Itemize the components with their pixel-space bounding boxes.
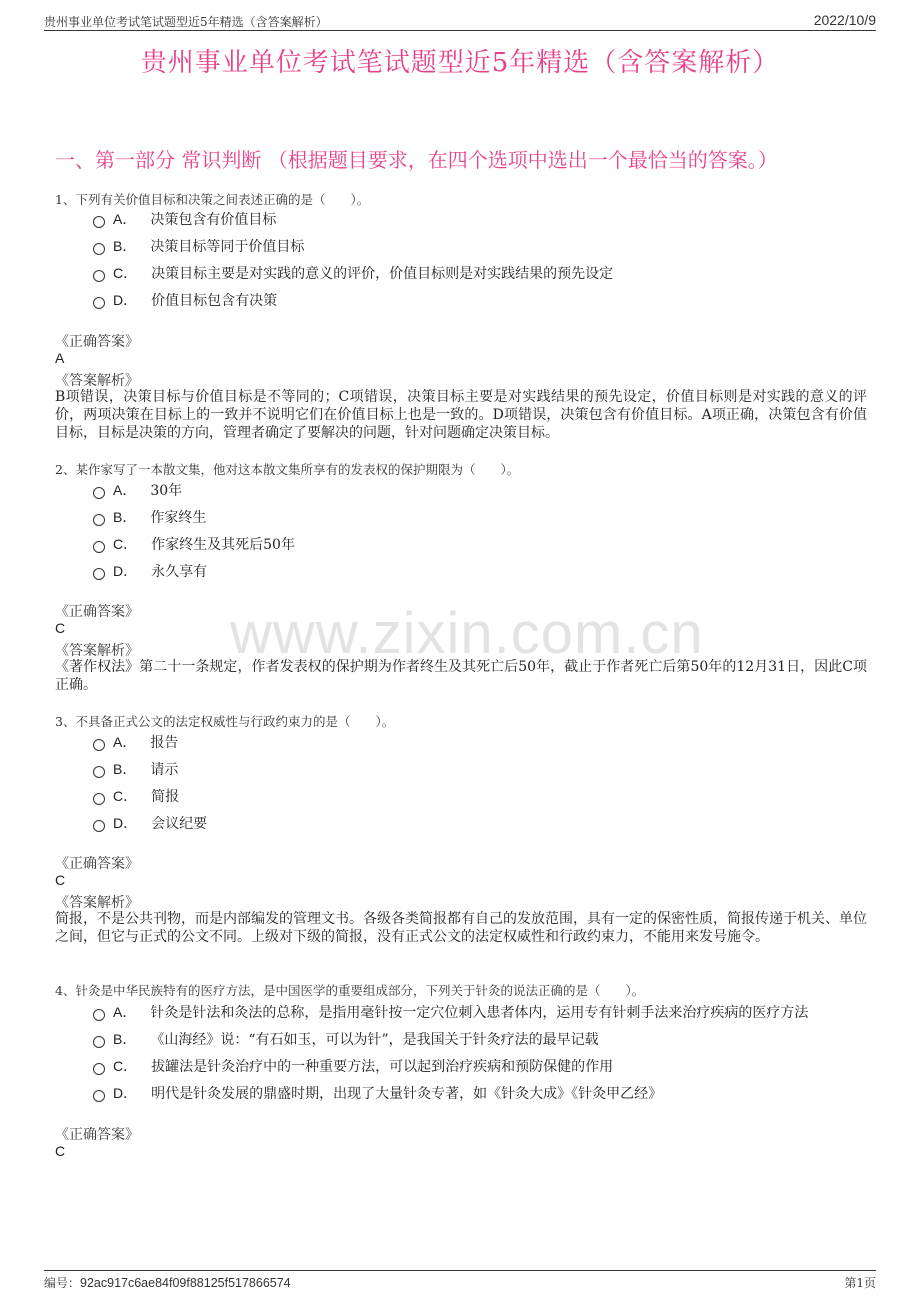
option-text: 会议纪要 bbox=[151, 816, 208, 832]
document-title: 贵州事业单位考试笔试题型近5年精选（含答案解析） bbox=[140, 48, 780, 78]
question-stem: 1、下列有关价值目标和决策之间表述正确的是（ ）。 bbox=[55, 192, 370, 207]
analysis-text: 简报，不是公共刊物，而是内部编发的管理文书。各级各类简报都有自己的发放范围，具有一定的保密性质，简报传递于机关、单位之间，但它与正式的公文不同。上级对下级的简报，没有正式公文的法定权威性和行政约束力，不能用来发号施令。 bbox=[55, 911, 867, 945]
radio-icon[interactable] bbox=[93, 820, 105, 832]
radio-icon[interactable] bbox=[93, 766, 105, 778]
option-c[interactable] bbox=[93, 786, 179, 806]
option-b[interactable] bbox=[93, 759, 178, 779]
option-text: 决策目标等同于价值目标 bbox=[150, 239, 305, 255]
option-letter: D． bbox=[113, 815, 138, 831]
answer-label: 《正确答案》 bbox=[55, 1127, 139, 1143]
answer-label: 《正确答案》 bbox=[55, 334, 139, 350]
analysis-label: 《答案解析》 bbox=[55, 895, 139, 911]
header-title: 贵州事业单位考试笔试题型近5年精选（含答案解析） bbox=[44, 15, 328, 29]
page-number: 第1页 bbox=[844, 1276, 876, 1290]
radio-icon[interactable] bbox=[93, 487, 105, 499]
header-date: 2022/10/9 bbox=[813, 12, 876, 28]
radio-icon[interactable] bbox=[93, 739, 105, 751]
option-text: 决策包含有价值目标 bbox=[150, 212, 277, 228]
option-letter: A． bbox=[113, 211, 137, 227]
analysis-label: 《答案解析》 bbox=[55, 643, 139, 659]
option-text: 30年 bbox=[150, 483, 183, 499]
option-text: 《山海经》说：“有石如玉，可以为针”，是我国关于针灸疗法的最早记载 bbox=[150, 1032, 599, 1048]
option-letter: B． bbox=[113, 509, 137, 525]
radio-icon[interactable] bbox=[93, 1009, 105, 1021]
option-text: 价值目标包含有决策 bbox=[151, 293, 278, 309]
option-text: 永久享有 bbox=[151, 564, 208, 580]
page-footer bbox=[44, 1270, 876, 1289]
radio-icon[interactable] bbox=[93, 1090, 105, 1102]
answer-value: A bbox=[55, 350, 65, 366]
radio-icon[interactable] bbox=[93, 216, 105, 228]
code-label: 编号： bbox=[44, 1276, 81, 1290]
option-letter: D． bbox=[113, 292, 138, 308]
option-a[interactable] bbox=[93, 732, 178, 752]
option-text: 简报 bbox=[151, 789, 180, 805]
option-letter: D． bbox=[113, 563, 138, 579]
radio-icon[interactable] bbox=[93, 297, 105, 309]
option-b[interactable] bbox=[93, 236, 304, 256]
option-b[interactable] bbox=[93, 1029, 599, 1049]
option-text: 报告 bbox=[150, 735, 179, 751]
option-text: 明代是针灸发展的鼎盛时期，出现了大量针灸专著，如《针灸大成》《针灸甲乙经》 bbox=[151, 1086, 663, 1102]
radio-icon[interactable] bbox=[93, 1063, 105, 1075]
answer-value: C bbox=[55, 620, 66, 636]
watermark: www.zixin.com.cn bbox=[230, 601, 704, 666]
option-letter: C． bbox=[113, 1058, 138, 1074]
option-c[interactable] bbox=[93, 263, 613, 283]
radio-icon[interactable] bbox=[93, 1036, 105, 1048]
option-text: 作家终生及其死后50年 bbox=[151, 537, 295, 553]
document-code bbox=[44, 1274, 291, 1291]
option-text: 作家终生 bbox=[150, 510, 207, 526]
radio-icon[interactable] bbox=[93, 793, 105, 805]
option-letter: D． bbox=[113, 1085, 138, 1101]
option-letter: B． bbox=[113, 238, 137, 254]
option-letter: B． bbox=[113, 1031, 137, 1047]
radio-icon[interactable] bbox=[93, 243, 105, 255]
option-d[interactable] bbox=[93, 561, 207, 581]
option-d[interactable] bbox=[93, 1083, 662, 1103]
option-c[interactable] bbox=[93, 1056, 613, 1076]
option-a[interactable] bbox=[93, 1002, 808, 1022]
question-stem: 3、不具备正式公文的法定权威性与行政约束力的是（ ）。 bbox=[55, 714, 395, 729]
option-text: 针灸是针法和灸法的总称，是指用毫针按一定穴位刺入患者体内，运用专有针刺手法来治疗疾病的医疗方法 bbox=[150, 1005, 809, 1021]
option-letter: A． bbox=[113, 1004, 137, 1020]
code-value: 92ac917c6ae84f09f88125f517866574 bbox=[80, 1276, 291, 1290]
analysis-label: 《答案解析》 bbox=[55, 373, 139, 389]
radio-icon[interactable] bbox=[93, 270, 105, 282]
radio-icon[interactable] bbox=[93, 541, 105, 553]
answer-value: C bbox=[55, 1143, 66, 1159]
answer-label: 《正确答案》 bbox=[55, 856, 139, 872]
option-text: 拔罐法是针灸治疗中的一种重要方法，可以起到治疗疾病和预防保健的作用 bbox=[151, 1059, 614, 1075]
option-letter: C． bbox=[113, 788, 138, 804]
answer-label: 《正确答案》 bbox=[55, 604, 139, 620]
question-stem: 4、针灸是中华民族特有的医疗方法，是中国医学的重要组成部分，下列关于针灸的说法正确的是（ ）。 bbox=[55, 983, 645, 998]
option-letter: A． bbox=[113, 734, 137, 750]
analysis-text: 《著作权法》第二十一条规定，作者发表权的保护期为作者终生及其死亡后50年，截止于作者死亡后第50年的12月31日，因此C项正确。 bbox=[55, 659, 867, 693]
option-letter: C． bbox=[113, 265, 138, 281]
option-c[interactable] bbox=[93, 534, 295, 554]
option-d[interactable] bbox=[93, 813, 207, 833]
option-a[interactable] bbox=[93, 480, 182, 500]
question-stem: 2、某作家写了一本散文集，他对这本散文集所享有的发表权的保护期限为（ ）。 bbox=[55, 462, 520, 477]
option-b[interactable] bbox=[93, 507, 206, 527]
page-header bbox=[44, 12, 876, 31]
radio-icon[interactable] bbox=[93, 514, 105, 526]
option-text: 请示 bbox=[150, 762, 179, 778]
option-d[interactable] bbox=[93, 290, 277, 310]
option-a[interactable] bbox=[93, 209, 276, 229]
option-letter: C． bbox=[113, 536, 138, 552]
section-heading: 一、第一部分 常识判断 （根据题目要求，在四个选项中选出一个最恰当的答案。） bbox=[55, 148, 778, 172]
option-letter: A． bbox=[113, 482, 137, 498]
analysis-text: B项错误，决策目标与价值目标是不等同的；C项错误，决策目标主要是对实践结果的预先设定，价值目标则是对实践的意义的评价，两项决策在目标上的一致并不说明它们在价值目标上也是一致的。D项错误，决策包含有价值目标。A项正确，决策包含有价值目标，目标是决策的方向，管理者确定了要解决的问题，针对问题确定决策目标。 bbox=[55, 389, 867, 441]
radio-icon[interactable] bbox=[93, 568, 105, 580]
option-text: 决策目标主要是对实践的意义的评价，价值目标则是对实践结果的预先设定 bbox=[151, 266, 614, 282]
option-letter: B． bbox=[113, 761, 137, 777]
answer-value: C bbox=[55, 872, 66, 888]
